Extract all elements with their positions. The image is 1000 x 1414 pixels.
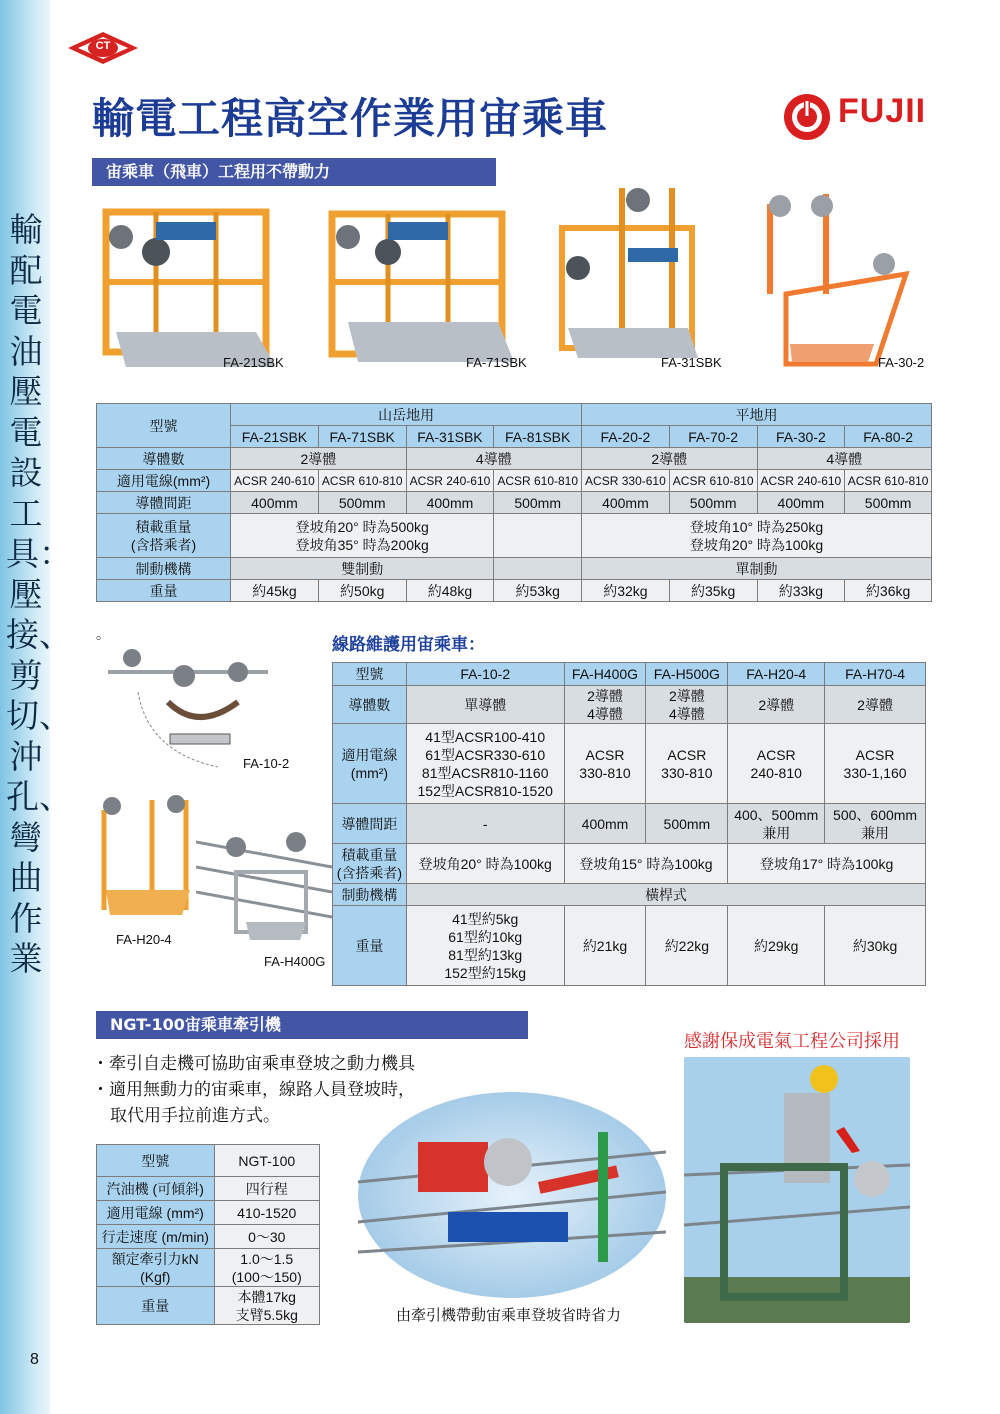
- section3-heading: NGT-100宙乘車牽引機: [96, 1011, 528, 1039]
- t2-wire-label: [333, 724, 407, 804]
- t1-brake-label: 制動機構: [97, 558, 231, 580]
- photo-label: FA-H20-4: [116, 932, 172, 947]
- t1-conductors: 2導體: [582, 448, 757, 470]
- t1-model: FA-71SBK: [318, 426, 406, 448]
- t2-wire-line: ACSR: [585, 746, 625, 763]
- t2-spacing-line: 兼用: [762, 824, 791, 841]
- t2-wire-line: ACSR: [855, 746, 895, 763]
- t1-brake-flat: 單制動: [582, 558, 932, 580]
- t2-wire-line: 81型ACSR810-1160: [421, 764, 549, 781]
- t1-load-label: [97, 514, 231, 558]
- t2-weight: 約21kg: [564, 906, 646, 986]
- fa-31sbk-photo: [548, 178, 728, 378]
- bullet-item: 取代用手拉前進方式。: [110, 1106, 280, 1126]
- t2-weight: 約30kg: [825, 906, 926, 986]
- t2-wire-line: 330-810: [661, 764, 713, 781]
- t2-load: 登坡角17° 時為100kg: [728, 844, 926, 884]
- t1-load-flat: [582, 514, 932, 558]
- t1-load-line: 登坡角35° 時為200kg: [295, 536, 429, 553]
- fa-10-2-photo: [108, 642, 328, 778]
- t1-load-mountain: [231, 514, 494, 558]
- t2-brake-label: 制動機構: [333, 884, 407, 906]
- t1-spacing: 500mm: [318, 492, 406, 514]
- t2-conductors: [646, 686, 728, 724]
- t3-label: 汽油機 (可傾斜): [97, 1177, 215, 1201]
- photo-caption: 由牽引機帶動宙乘車登坡省時省力: [396, 1306, 622, 1324]
- t1-wire: ACSR 330-610: [582, 470, 670, 492]
- t1-wire: ACSR 610-810: [845, 470, 932, 492]
- t3-value: 410-1520: [214, 1201, 320, 1225]
- spec-table-1: [96, 403, 932, 602]
- section2-heading: 線路維護用宙乘車：: [332, 635, 485, 655]
- t2-weight-line: 81型約13kg: [448, 946, 523, 963]
- t1-weight: 約50kg: [318, 580, 406, 602]
- photo-label: FA-30-2: [878, 355, 925, 370]
- credit-text: 感謝保成電氣工程公司採用: [684, 1031, 900, 1052]
- t2-wire-line: ACSR: [756, 746, 796, 763]
- photo-label: FA-71SBK: [466, 355, 527, 370]
- worker-photo: [684, 1057, 910, 1323]
- bullet-item: ・牽引自走機可協助宙乘車登坡之動力機具: [92, 1054, 415, 1074]
- t2-load-label-line: 積載重量: [341, 846, 398, 863]
- t1-wire: ACSR 240-610: [757, 470, 845, 492]
- t2-wire: [406, 724, 564, 804]
- sidebar-vertical-text: 輸配電油壓電設工具：壓接、剪切、沖孔、彎曲作業: [6, 210, 72, 978]
- t2-weight: 約29kg: [728, 906, 825, 986]
- t2-load: 登坡角15° 時為100kg: [564, 844, 728, 884]
- t2-conductors-line: 4導體: [668, 705, 705, 722]
- t3-weight-value: [214, 1287, 320, 1325]
- t1-spacing: 500mm: [669, 492, 757, 514]
- t2-conductors-line: 2導體: [587, 687, 623, 704]
- t1-weight: 約33kg: [757, 580, 845, 602]
- t1-spacing: 400mm: [406, 492, 494, 514]
- fujii-logo-icon: [782, 92, 832, 142]
- spec-table-3: [96, 1144, 320, 1325]
- t2-spacing-line: 400、500mm: [734, 806, 819, 823]
- bullet-item: ・適用無動力的宙乘車，線路人員登坡時，: [92, 1080, 415, 1100]
- t1-spacing: 500mm: [845, 492, 932, 514]
- t2-conductors: 單導體: [406, 686, 564, 724]
- t1-conductors: 4導體: [757, 448, 931, 470]
- t1-conductors: 2導體: [231, 448, 406, 470]
- t1-brake-empty: [494, 558, 582, 580]
- t3-force-label-line: 額定牽引力kN: [111, 1250, 199, 1267]
- t2-wire-label-line: 適用電線: [341, 746, 398, 763]
- t2-weight-label: 重量: [333, 906, 407, 986]
- t2-conductors-line: 2導體: [668, 687, 705, 704]
- t2-conductors: [564, 686, 646, 724]
- t1-wire: ACSR 610-810: [669, 470, 757, 492]
- t2-weight: [406, 906, 564, 986]
- t1-weight-label: 重量: [97, 580, 231, 602]
- t1-load-line: 登坡角20° 時為500kg: [295, 518, 429, 535]
- t1-spacing: 400mm: [582, 492, 670, 514]
- t3-label: 適用電線 (mm²): [97, 1201, 215, 1225]
- t1-model: FA-20-2: [582, 426, 670, 448]
- t2-wire-line: 240-810: [750, 764, 802, 781]
- t1-wire: ACSR 610-810: [318, 470, 406, 492]
- t2-weight: 約22kg: [646, 906, 728, 986]
- spec-table-2: [332, 662, 926, 986]
- t1-model: FA-81SBK: [494, 426, 582, 448]
- t1-load-label-line: (含搭乘者): [130, 536, 197, 553]
- t2-weight-line: 152型約15kg: [444, 964, 527, 981]
- t2-load-label: [333, 844, 407, 884]
- t2-wire-label-line: (mm²): [350, 764, 389, 781]
- t1-weight: 約48kg: [406, 580, 494, 602]
- t3-value: NGT-100: [214, 1145, 320, 1177]
- t2-conductors-label: 導體數: [333, 686, 407, 724]
- t1-spacing-label: 導體間距: [97, 492, 231, 514]
- fa-21sbk-photo: [96, 192, 292, 378]
- t3-label: 型號: [97, 1145, 215, 1177]
- t2-wire-line: 152型ACSR810-1520: [417, 782, 553, 799]
- t1-load-empty: [494, 514, 582, 558]
- t2-wire-line: 61型ACSR330-610: [425, 746, 546, 763]
- t1-brake-mountain: 雙制動: [231, 558, 494, 580]
- t2-model: FA-H400G: [564, 663, 646, 686]
- t2-wire: [564, 724, 646, 804]
- t1-model-label: 型號: [97, 404, 231, 448]
- photo-label: FA-31SBK: [661, 355, 722, 370]
- t2-spacing-line: 兼用: [861, 824, 890, 841]
- t3-label: 行走速度 (m/min): [97, 1225, 215, 1249]
- t1-spacing: 400mm: [231, 492, 319, 514]
- traction-machine-photo: [358, 1092, 666, 1298]
- t1-load-label-line: 積載重量: [135, 518, 192, 535]
- t2-model: FA-10-2: [406, 663, 564, 686]
- t1-weight: 約36kg: [845, 580, 932, 602]
- section1-heading: 宙乘車（飛車）工程用不帶動力: [92, 158, 496, 186]
- dot-note: 。: [96, 627, 110, 643]
- t3-weight-line: 支臂5.5kg: [235, 1306, 298, 1323]
- t1-weight: 約32kg: [582, 580, 670, 602]
- t2-wire: [825, 724, 926, 804]
- t2-model-label: 型號: [333, 663, 407, 686]
- t1-weight: 約53kg: [494, 580, 582, 602]
- t1-model: FA-80-2: [845, 426, 932, 448]
- page-number: 8: [30, 1351, 39, 1368]
- t1-load-line: 登坡角10° 時為250kg: [689, 518, 824, 535]
- t3-force-label: [97, 1249, 215, 1287]
- fujii-brand-text: FUJII: [838, 92, 927, 130]
- ct-logo-text: CT: [95, 40, 111, 52]
- fa-h20-4-photo: [96, 790, 200, 950]
- t2-brake: 橫桿式: [406, 884, 925, 906]
- t2-conductors: 2導體: [825, 686, 926, 724]
- t1-wire: ACSR 240-610: [231, 470, 319, 492]
- t1-group-mountain: 山岳地用: [231, 404, 582, 426]
- t1-model: FA-31SBK: [406, 426, 494, 448]
- t1-load-line: 登坡角20° 時為100kg: [689, 536, 824, 553]
- t2-model: FA-H500G: [646, 663, 728, 686]
- ct-logo: [66, 30, 140, 66]
- t1-model: FA-30-2: [757, 426, 845, 448]
- t1-wire: ACSR 610-810: [494, 470, 582, 492]
- t2-conductors: 2導體: [728, 686, 825, 724]
- t1-model: FA-70-2: [669, 426, 757, 448]
- t2-load: 登坡角20° 時為100kg: [406, 844, 564, 884]
- t1-conductors-label: 導體數: [97, 448, 231, 470]
- t2-wire: [728, 724, 825, 804]
- t2-model: FA-H70-4: [825, 663, 926, 686]
- t2-wire-line: 330-810: [579, 764, 631, 781]
- t1-weight: 約35kg: [669, 580, 757, 602]
- t2-model: FA-H20-4: [728, 663, 825, 686]
- t2-weight-line: 41型約5kg: [452, 910, 519, 927]
- t2-wire-line: 330-1,160: [843, 764, 907, 781]
- t2-wire: [646, 724, 728, 804]
- t2-spacing: [825, 804, 926, 844]
- t2-spacing: -: [406, 804, 564, 844]
- photo-label: FA-21SBK: [223, 355, 284, 370]
- t1-wire-label: 適用電線(mm²): [97, 470, 231, 492]
- fa-30-2-photo: [756, 184, 932, 378]
- t1-spacing: 400mm: [757, 492, 845, 514]
- t2-weight-line: 61型約10kg: [448, 928, 523, 945]
- t1-group-flat: 平地用: [582, 404, 932, 426]
- t3-weight-label: 重量: [97, 1287, 215, 1325]
- photo-label: FA-H400G: [264, 954, 326, 969]
- t2-load-label-line: (含搭乘者): [336, 864, 403, 881]
- t2-wire-line: 41型ACSR100-410: [425, 728, 546, 745]
- page-title: 輸電工程高空作業用宙乘車: [92, 94, 609, 143]
- t1-conductors: 4導體: [406, 448, 581, 470]
- t3-force-line: 1.0～1.5: [240, 1250, 294, 1267]
- t1-wire: ACSR 240-610: [406, 470, 494, 492]
- t2-spacing-line: 500、600mm: [833, 806, 918, 823]
- t2-spacing: 500mm: [646, 804, 728, 844]
- t2-spacing-label: 導體間距: [333, 804, 407, 844]
- t3-value: 0～30: [214, 1225, 320, 1249]
- t2-spacing: [728, 804, 825, 844]
- fa-71sbk-photo: [318, 192, 534, 378]
- t2-conductors-line: 4導體: [587, 705, 623, 722]
- photo-label: FA-10-2: [243, 756, 290, 771]
- t3-force-value: [214, 1249, 320, 1287]
- t2-wire-line: ACSR: [667, 746, 707, 763]
- fa-h400g-photo: [196, 822, 332, 972]
- t1-model: FA-21SBK: [231, 426, 319, 448]
- t1-spacing: 500mm: [494, 492, 582, 514]
- t3-force-label-line: (Kgf): [140, 1268, 171, 1285]
- t3-weight-line: 本體17kg: [237, 1288, 296, 1305]
- t1-weight: 約45kg: [231, 580, 319, 602]
- t3-value: 四行程: [214, 1177, 320, 1201]
- t2-spacing: 400mm: [564, 804, 646, 844]
- t3-force-line: (100～150): [231, 1268, 302, 1285]
